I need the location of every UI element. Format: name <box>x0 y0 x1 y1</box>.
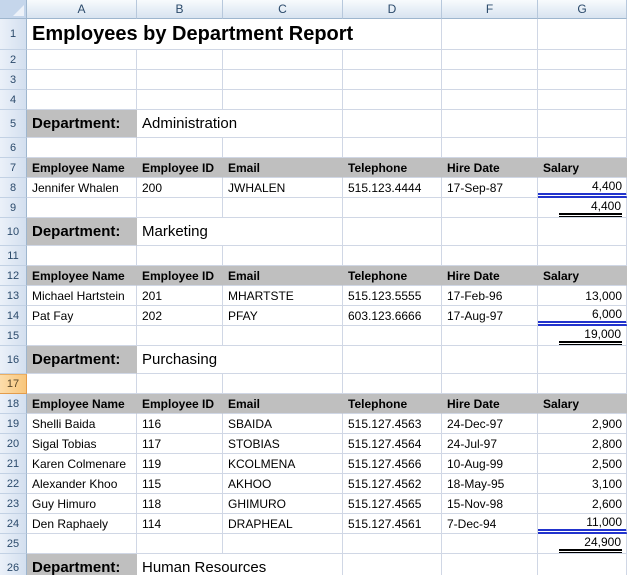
cell-B25[interactable] <box>137 534 223 554</box>
table-header-row <box>0 394 627 414</box>
header-email[interactable]: Email <box>223 266 343 286</box>
cell-D4[interactable] <box>343 90 442 110</box>
cell-C20[interactable]: STOBIAS <box>223 434 343 454</box>
cell-G4[interactable] <box>538 90 627 110</box>
cell-F5[interactable] <box>442 110 538 138</box>
cell-F14[interactable]: 17-Aug-97 <box>442 306 538 326</box>
cell-A19[interactable]: Shelli Baida <box>27 414 137 434</box>
cell-F1[interactable] <box>442 19 538 50</box>
employee-row <box>0 286 627 306</box>
cell-B15[interactable] <box>137 326 223 346</box>
cell-A15[interactable] <box>27 326 137 346</box>
cell-A24[interactable]: Den Raphaely <box>27 514 137 534</box>
row-header-9[interactable]: 9 <box>0 198 27 218</box>
cell-D13[interactable]: 515.123.5555 <box>343 286 442 306</box>
table-header-row <box>0 158 627 178</box>
cell-D26[interactable] <box>343 554 442 575</box>
employee-row <box>0 414 627 434</box>
empty-row <box>0 90 627 110</box>
cell-C8[interactable]: JWHALEN <box>223 178 343 198</box>
department-row <box>0 346 627 374</box>
cell-G15[interactable] <box>538 326 627 346</box>
cell-C4[interactable] <box>223 90 343 110</box>
cell-D2[interactable] <box>343 50 442 70</box>
department-name-cell[interactable]: Marketing <box>137 218 343 246</box>
cell-A20[interactable]: Sigal Tobias <box>27 434 137 454</box>
employee-row <box>0 454 627 474</box>
cell-A3[interactable] <box>27 70 137 90</box>
row-header-1[interactable]: 1 <box>0 19 27 50</box>
cell-D16[interactable] <box>343 346 442 374</box>
employee-row <box>0 178 627 198</box>
cell-B23[interactable]: 118 <box>137 494 223 514</box>
column-header-G[interactable]: G <box>538 0 627 19</box>
cell-D23[interactable]: 515.127.4565 <box>343 494 442 514</box>
row-header-6[interactable]: 6 <box>0 138 27 158</box>
report-title-cell[interactable] <box>27 19 442 50</box>
row-header-17-active[interactable]: 17 <box>0 374 27 394</box>
department-label-cell[interactable]: Department: <box>27 554 137 575</box>
cell-C11[interactable] <box>223 246 343 266</box>
row-header-10[interactable]: 10 <box>0 218 27 246</box>
row-header-23[interactable]: 23 <box>0 494 27 514</box>
cell-D20[interactable]: 515.127.4564 <box>343 434 442 454</box>
row-header-2[interactable]: 2 <box>0 50 27 70</box>
row-header-7[interactable]: 7 <box>0 158 27 178</box>
cell-B13[interactable]: 201 <box>137 286 223 306</box>
row-header-22[interactable]: 22 <box>0 474 27 494</box>
cell-D8[interactable]: 515.123.4444 <box>343 178 442 198</box>
cell-G25[interactable] <box>538 534 627 554</box>
cell-A21[interactable]: Karen Colmenare <box>27 454 137 474</box>
department-name-cell[interactable]: Purchasing <box>137 346 343 374</box>
cell-C24[interactable]: DRAPHEAL <box>223 514 343 534</box>
row-header-19[interactable]: 19 <box>0 414 27 434</box>
header-salary[interactable]: Salary <box>538 158 627 178</box>
cell-A13[interactable]: Michael Hartstein <box>27 286 137 306</box>
cell-B19[interactable]: 116 <box>137 414 223 434</box>
employee-row <box>0 474 627 494</box>
cell-C6[interactable] <box>223 138 343 158</box>
cell-F24[interactable]: 7-Dec-94 <box>442 514 538 534</box>
department-name-cell[interactable]: Administration <box>137 110 343 138</box>
cell-F15[interactable] <box>442 326 538 346</box>
cell-B22[interactable]: 115 <box>137 474 223 494</box>
cell-F4[interactable] <box>442 90 538 110</box>
cell-B9[interactable] <box>137 198 223 218</box>
cell-A11[interactable] <box>27 246 137 266</box>
cell-D11[interactable] <box>343 246 442 266</box>
cell-B4[interactable] <box>137 90 223 110</box>
header-hire-date[interactable]: Hire Date <box>442 394 538 414</box>
cell-B20[interactable]: 117 <box>137 434 223 454</box>
cell-A14[interactable]: Pat Fay <box>27 306 137 326</box>
cell-D14[interactable]: 603.123.6666 <box>343 306 442 326</box>
cell-F17[interactable] <box>442 374 538 394</box>
department-total: 24,900 <box>559 534 622 554</box>
cell-C25[interactable] <box>223 534 343 554</box>
cell-C17[interactable] <box>223 374 343 394</box>
cell-B11[interactable] <box>137 246 223 266</box>
empty-row <box>0 50 627 70</box>
employee-row <box>0 514 627 534</box>
cell-D5[interactable] <box>343 110 442 138</box>
empty-row <box>0 70 627 90</box>
cell-G1[interactable] <box>538 19 627 50</box>
cell-C22[interactable]: AKHOO <box>223 474 343 494</box>
header-telephone[interactable]: Telephone <box>343 266 442 286</box>
row-header-25[interactable]: 25 <box>0 534 27 554</box>
cell-G11[interactable] <box>538 246 627 266</box>
cell-D17[interactable] <box>343 374 442 394</box>
cell-C19[interactable]: SBAIDA <box>223 414 343 434</box>
cell-C21[interactable]: KCOLMENA <box>223 454 343 474</box>
cell-C9[interactable] <box>223 198 343 218</box>
empty-row <box>0 138 627 158</box>
cell-C15[interactable] <box>223 326 343 346</box>
department-label-cell[interactable]: Department: <box>27 218 137 246</box>
cell-G9[interactable] <box>538 198 627 218</box>
select-all-corner[interactable] <box>0 0 27 19</box>
cell-F23[interactable]: 15-Nov-98 <box>442 494 538 514</box>
cell-B14[interactable]: 202 <box>137 306 223 326</box>
table-header-row <box>0 266 627 286</box>
cell-G19[interactable]: 2,900 <box>538 414 627 434</box>
department-row <box>0 110 627 138</box>
cell-G8[interactable]: 4,400 <box>538 178 627 198</box>
cell-A17[interactable] <box>27 374 137 394</box>
cell-F19[interactable]: 24-Dec-97 <box>442 414 538 434</box>
row-header-21[interactable]: 21 <box>0 454 27 474</box>
cell-G20[interactable]: 2,800 <box>538 434 627 454</box>
cell-D24[interactable]: 515.127.4561 <box>343 514 442 534</box>
cell-G26[interactable] <box>538 554 627 575</box>
cell-D22[interactable]: 515.127.4562 <box>343 474 442 494</box>
header-employee-id[interactable]: Employee ID <box>137 266 223 286</box>
row-header-24[interactable]: 24 <box>0 514 27 534</box>
cell-D10[interactable] <box>343 218 442 246</box>
cell-G14[interactable]: 6,000 <box>538 306 627 326</box>
cell-F26[interactable] <box>442 554 538 575</box>
employee-row <box>0 306 627 326</box>
header-email[interactable]: Email <box>223 394 343 414</box>
cell-F8[interactable]: 17-Sep-87 <box>442 178 538 198</box>
cell-F2[interactable] <box>442 50 538 70</box>
cell-C14[interactable]: PFAY <box>223 306 343 326</box>
cell-D25[interactable] <box>343 534 442 554</box>
cell-D6[interactable] <box>343 138 442 158</box>
cell-A9[interactable] <box>27 198 137 218</box>
cell-B3[interactable] <box>137 70 223 90</box>
column-header-A[interactable]: A <box>27 0 137 19</box>
header-telephone[interactable]: Telephone <box>343 158 442 178</box>
cell-B21[interactable]: 119 <box>137 454 223 474</box>
column-header-row <box>0 0 627 19</box>
cell-D9[interactable] <box>343 198 442 218</box>
title-row <box>0 19 627 50</box>
select-all-triangle-icon <box>13 5 24 16</box>
row-header-15[interactable]: 15 <box>0 326 27 346</box>
cell-D21[interactable]: 515.127.4566 <box>343 454 442 474</box>
cell-G6[interactable] <box>538 138 627 158</box>
column-header-F[interactable]: F <box>442 0 538 19</box>
department-name-cell[interactable]: Human Resources <box>137 554 343 575</box>
cell-G13[interactable]: 13,000 <box>538 286 627 306</box>
cell-F21[interactable]: 10-Aug-99 <box>442 454 538 474</box>
header-hire-date[interactable]: Hire Date <box>442 158 538 178</box>
cell-B17[interactable] <box>137 374 223 394</box>
row-header-12[interactable]: 12 <box>0 266 27 286</box>
cell-G24[interactable]: 11,000 <box>538 514 627 534</box>
header-telephone[interactable]: Telephone <box>343 394 442 414</box>
cell-C2[interactable] <box>223 50 343 70</box>
cell-F10[interactable] <box>442 218 538 246</box>
column-header-B[interactable]: B <box>137 0 223 19</box>
row-header-20[interactable]: 20 <box>0 434 27 454</box>
row-header-5[interactable]: 5 <box>0 110 27 138</box>
department-total: 19,000 <box>559 326 622 346</box>
cell-D19[interactable]: 515.127.4563 <box>343 414 442 434</box>
cell-A4[interactable] <box>27 90 137 110</box>
cell-G22[interactable]: 3,100 <box>538 474 627 494</box>
header-employee-name[interactable]: Employee Name <box>27 394 137 414</box>
row-header-11[interactable]: 11 <box>0 246 27 266</box>
header-email[interactable]: Email <box>223 158 343 178</box>
row-header-26[interactable]: 26 <box>0 554 27 575</box>
cell-F13[interactable]: 17-Feb-96 <box>442 286 538 306</box>
row-header-3[interactable]: 3 <box>0 70 27 90</box>
page-title: Employees by Department Report <box>32 22 354 45</box>
header-employee-id[interactable]: Employee ID <box>137 158 223 178</box>
cell-G2[interactable] <box>538 50 627 70</box>
cell-C23[interactable]: GHIMURO <box>223 494 343 514</box>
department-label-cell[interactable]: Department: <box>27 110 137 138</box>
cell-G10[interactable] <box>538 218 627 246</box>
header-hire-date[interactable]: Hire Date <box>442 266 538 286</box>
cell-D15[interactable] <box>343 326 442 346</box>
cell-D3[interactable] <box>343 70 442 90</box>
header-employee-name[interactable]: Employee Name <box>27 266 137 286</box>
cell-B8[interactable]: 200 <box>137 178 223 198</box>
header-employee-id[interactable]: Employee ID <box>137 394 223 414</box>
cell-A2[interactable] <box>27 50 137 70</box>
cell-A23[interactable]: Guy Himuro <box>27 494 137 514</box>
header-salary[interactable]: Salary <box>538 266 627 286</box>
cell-A22[interactable]: Alexander Khoo <box>27 474 137 494</box>
department-total: 4,400 <box>559 198 622 218</box>
row-header-4[interactable]: 4 <box>0 90 27 110</box>
cell-F6[interactable] <box>442 138 538 158</box>
cell-G17[interactable] <box>538 374 627 394</box>
cell-G3[interactable] <box>538 70 627 90</box>
header-salary[interactable]: Salary <box>538 394 627 414</box>
employee-row <box>0 494 627 514</box>
column-header-D[interactable]: D <box>343 0 442 19</box>
cell-F16[interactable] <box>442 346 538 374</box>
cell-F22[interactable]: 18-May-95 <box>442 474 538 494</box>
cell-G21[interactable]: 2,500 <box>538 454 627 474</box>
total-row <box>0 534 627 554</box>
department-row <box>0 218 627 246</box>
cell-G23[interactable]: 2,600 <box>538 494 627 514</box>
cell-A6[interactable] <box>27 138 137 158</box>
cell-A8[interactable]: Jennifer Whalen <box>27 178 137 198</box>
cell-G16[interactable] <box>538 346 627 374</box>
cell-B24[interactable]: 114 <box>137 514 223 534</box>
row-header-16[interactable]: 16 <box>0 346 27 374</box>
cell-C3[interactable] <box>223 70 343 90</box>
cell-G5[interactable] <box>538 110 627 138</box>
row-header-18[interactable]: 18 <box>0 394 27 414</box>
header-employee-name[interactable]: Employee Name <box>27 158 137 178</box>
column-header-C[interactable]: C <box>223 0 343 19</box>
cell-F11[interactable] <box>442 246 538 266</box>
employee-row <box>0 434 627 454</box>
total-row <box>0 326 627 346</box>
cell-B2[interactable] <box>137 50 223 70</box>
row-header-13[interactable]: 13 <box>0 286 27 306</box>
cell-F9[interactable] <box>442 198 538 218</box>
department-label-cell[interactable]: Department: <box>27 346 137 374</box>
empty-row <box>0 246 627 266</box>
empty-row <box>0 374 627 394</box>
cell-C13[interactable]: MHARTSTE <box>223 286 343 306</box>
row-header-14[interactable]: 14 <box>0 306 27 326</box>
cell-F20[interactable]: 24-Jul-97 <box>442 434 538 454</box>
department-row <box>0 554 627 575</box>
cell-F25[interactable] <box>442 534 538 554</box>
cell-F3[interactable] <box>442 70 538 90</box>
cell-B6[interactable] <box>137 138 223 158</box>
cell-A25[interactable] <box>27 534 137 554</box>
total-row <box>0 198 627 218</box>
row-header-8[interactable]: 8 <box>0 178 27 198</box>
